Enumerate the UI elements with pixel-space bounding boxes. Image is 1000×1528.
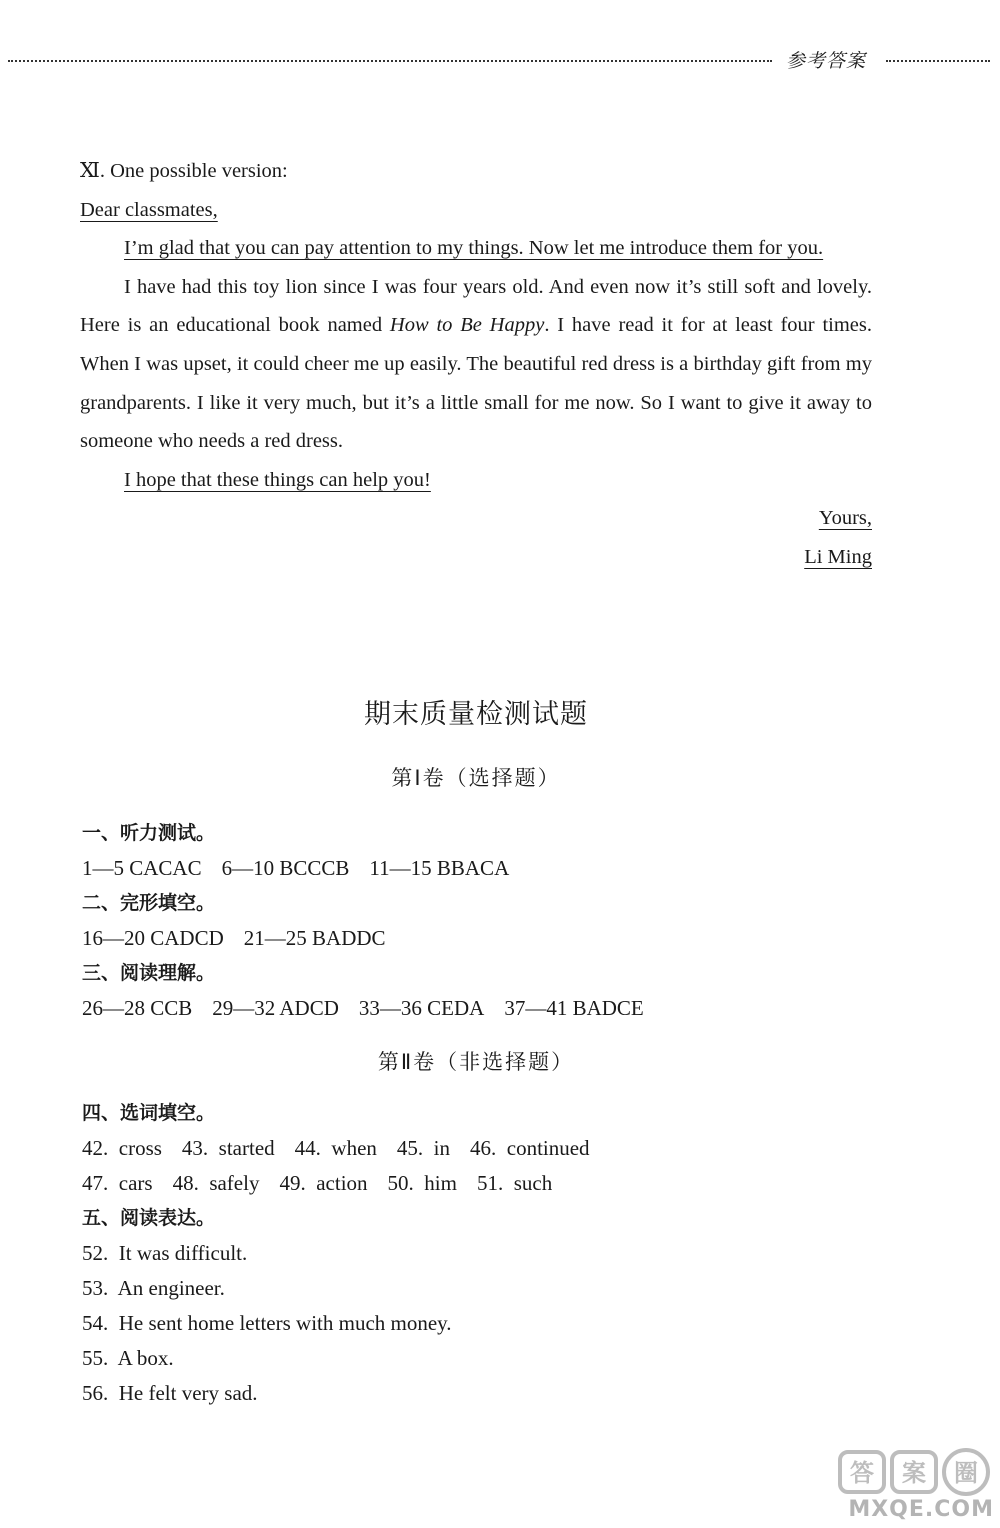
answer-line: 53. An engineer. — [82, 1276, 225, 1300]
answer-group: 21—25 BADDC — [243, 926, 386, 950]
answer-item: 49. action — [279, 1171, 368, 1195]
section-5-heading: 五、阅读表达。 — [82, 1207, 216, 1229]
volume-1-answers — [82, 816, 882, 1026]
header-dotted-rule-left — [8, 60, 772, 62]
letter-paragraph-2-part-1: I have had this toy lion since I was four years old. And even now it’s still soft and lovely. Here is an educational book named — [80, 275, 872, 337]
section-2-answers — [82, 921, 882, 956]
watermark-badge-char: 圈 — [954, 1459, 978, 1487]
page-header — [8, 44, 990, 74]
watermark-badge-char: 案 — [902, 1459, 926, 1487]
watermark-badge-char: 答 — [850, 1459, 874, 1487]
site-watermark — [820, 1448, 1000, 1528]
answer-item: 45. in — [396, 1136, 450, 1160]
answer-item: 47. cars — [82, 1171, 153, 1195]
letter-closing: Yours, — [818, 507, 872, 530]
answer-item: 51. such — [476, 1171, 553, 1195]
answer-group: 6—10 BCCCB — [221, 856, 350, 880]
answer-group: 29—32 ADCD — [212, 996, 339, 1020]
letter-paragraph-1: I’m glad that you can pay attention to my things. Now let me introduce them for you. — [124, 237, 824, 260]
letter-paragraph-2-part-2: . I have read it for at least four times. When I was upset, it could cheer me up easily. The beautiful red dress is a birthday gift from my grandparents. I like it very much, but it’s a little small for me now. So I want to give it away to someone who needs a red dress. — [80, 314, 872, 453]
section-4-heading: 四、选词填空。 — [82, 1102, 216, 1124]
answer-item: 48. safely — [172, 1171, 260, 1195]
answer-item: 44. when — [294, 1136, 377, 1160]
watermark-text: MXQE.COM — [848, 1497, 994, 1522]
answer-line: 55. A box. — [82, 1346, 174, 1370]
section-1-heading: 一、听力测试。 — [82, 822, 216, 844]
answer-group: 1—5 CACAC — [82, 856, 202, 880]
section-4-answers-line-2 — [82, 1166, 882, 1201]
answer-line: 54. He sent home letters with much money. — [82, 1311, 452, 1335]
section-3-answers — [82, 991, 882, 1026]
section-4-answers-line-1 — [82, 1131, 882, 1166]
answer-line: 56. He felt very sad. — [82, 1381, 258, 1405]
answer-item: 46. continued — [470, 1136, 590, 1160]
answer-group: 33—36 CEDA — [358, 996, 485, 1020]
answer-group: 26—28 CCB — [82, 996, 193, 1020]
answer-item: 43. started — [181, 1136, 275, 1160]
header-dotted-rule-right — [886, 60, 990, 62]
section-2-heading: 二、完形填空。 — [82, 892, 216, 914]
answer-item: 50. him — [387, 1171, 457, 1195]
volume-2-title: 第Ⅱ卷（非选择题） — [377, 1050, 575, 1074]
volume-1-title: 第Ⅰ卷（选择题） — [391, 766, 561, 790]
section-1-answers — [82, 851, 882, 886]
answer-group: 37—41 BADCE — [504, 996, 644, 1020]
letter-signature: Li Ming — [804, 545, 872, 568]
volume-2-answers — [82, 1096, 882, 1411]
letter-salutation: Dear classmates, — [80, 198, 218, 221]
answer-line: 52. It was difficult. — [82, 1241, 248, 1265]
answer-group: 16—20 CADCD — [82, 926, 224, 950]
running-title: 参考答案 — [786, 50, 867, 72]
exam-title: 期末质量检测试题 — [364, 699, 588, 730]
section-3-heading: 三、阅读理解。 — [82, 962, 216, 984]
book-title: How to Be Happy — [389, 314, 545, 337]
answer-item: 42. cross — [82, 1136, 162, 1160]
sample-letter — [80, 152, 872, 577]
answer-group: 11—15 BBACA — [369, 856, 510, 880]
letter-paragraph-3: I hope that these things can help you! — [124, 468, 431, 491]
letter-heading: Ⅺ. One possible version: — [80, 160, 288, 182]
letter-paragraph-2 — [80, 268, 872, 461]
